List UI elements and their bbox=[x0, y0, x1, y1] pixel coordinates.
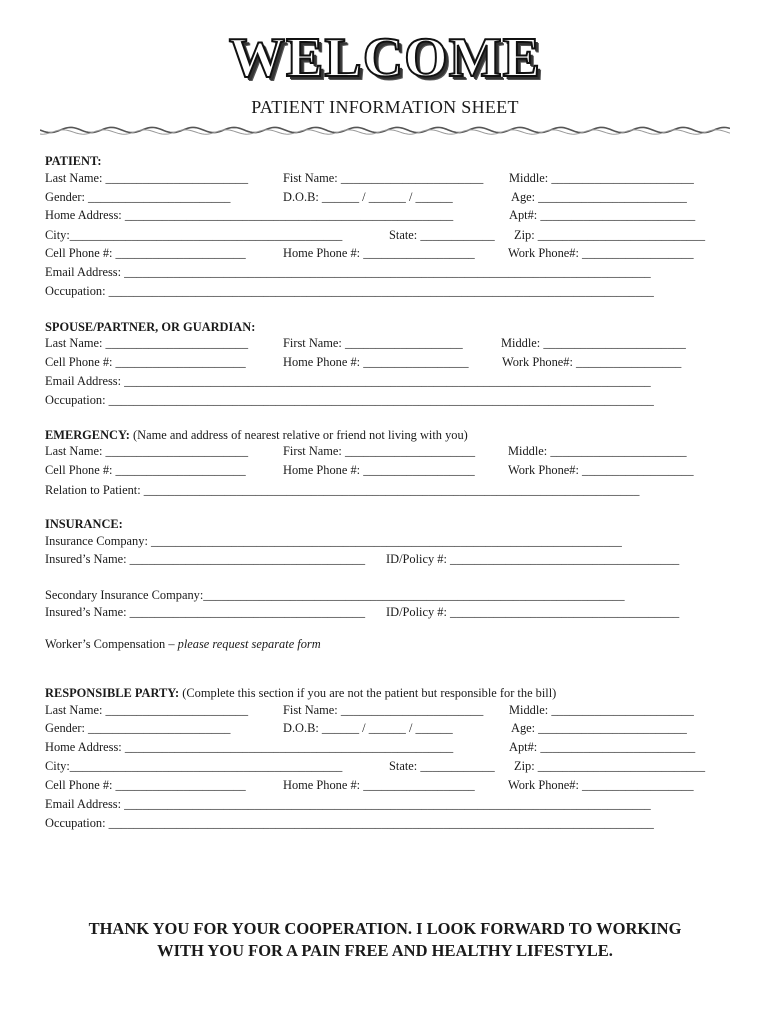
patient-zip-field[interactable]: Zip: ___________________________ bbox=[514, 228, 706, 242]
patient-heading: PATIENT: bbox=[45, 154, 102, 168]
policy-id-field[interactable]: ID/Policy #: _____________________________________ bbox=[386, 552, 680, 566]
responsible-heading-line bbox=[45, 686, 556, 701]
patient-work-phone-field[interactable]: Work Phone#: __________________ bbox=[508, 246, 694, 260]
patient-occupation-field[interactable]: Occupation: ________________________________________________________________________________________ bbox=[45, 284, 654, 298]
responsible-first-name-field[interactable]: Fist Name: _______________________ bbox=[283, 703, 484, 717]
responsible-email-field[interactable]: Email Address: _____________________________________________________________________________________ bbox=[45, 797, 651, 811]
patient-home-phone-field[interactable]: Home Phone #: __________________ bbox=[283, 246, 475, 260]
secondary-insurance-field[interactable]: Secondary Insurance Company:____________________________________________________________________ bbox=[45, 588, 625, 602]
insurance-company-field[interactable]: Insurance Company: ____________________________________________________________________________ bbox=[45, 534, 622, 548]
workers-comp-line bbox=[45, 637, 321, 652]
responsible-occupation-field[interactable]: Occupation: ________________________________________________________________________________________ bbox=[45, 816, 654, 830]
emergency-home-phone-field[interactable]: Home Phone #: __________________ bbox=[283, 463, 475, 477]
spouse-occupation-field[interactable]: Occupation: ________________________________________________________________________________________ bbox=[45, 393, 654, 407]
patient-middle-name-field[interactable]: Middle: _______________________ bbox=[509, 171, 694, 185]
responsible-zip-field[interactable]: Zip: ___________________________ bbox=[514, 759, 706, 773]
patient-gender-field[interactable]: Gender: _______________________ bbox=[45, 190, 231, 204]
emergency-first-name-field[interactable]: First Name: _____________________ bbox=[283, 444, 476, 458]
spouse-email-field[interactable]: Email Address: _____________________________________________________________________________________ bbox=[45, 374, 651, 388]
emergency-heading-line bbox=[45, 428, 468, 443]
patient-age-field[interactable]: Age: ________________________ bbox=[511, 190, 687, 204]
responsible-work-phone-field[interactable]: Work Phone#: __________________ bbox=[508, 778, 694, 792]
responsible-note: (Complete this section if you are not the patient but responsible for the bill) bbox=[179, 686, 557, 700]
patient-last-name-field[interactable]: Last Name: _______________________ bbox=[45, 171, 249, 185]
patient-state-field[interactable]: State: ____________ bbox=[389, 228, 495, 242]
patient-city-field[interactable]: City:____________________________________________ bbox=[45, 228, 343, 242]
emergency-cell-phone-field[interactable]: Cell Phone #: _____________________ bbox=[45, 463, 246, 477]
responsible-apt-field[interactable]: Apt#: _________________________ bbox=[509, 740, 696, 754]
responsible-home-phone-field[interactable]: Home Phone #: __________________ bbox=[283, 778, 475, 792]
responsible-state-field[interactable]: State: ____________ bbox=[389, 759, 495, 773]
emergency-work-phone-field[interactable]: Work Phone#: __________________ bbox=[508, 463, 694, 477]
patient-home-address-field[interactable]: Home Address: _____________________________________________________ bbox=[45, 208, 454, 222]
spouse-last-name-field[interactable]: Last Name: _______________________ bbox=[45, 336, 249, 350]
spouse-middle-name-field[interactable]: Middle: _______________________ bbox=[501, 336, 686, 350]
responsible-home-address-field[interactable]: Home Address: _____________________________________________________ bbox=[45, 740, 454, 754]
responsible-heading: RESPONSIBLE PARTY: bbox=[45, 686, 180, 700]
spouse-heading: SPOUSE/PARTNER, OR GUARDIAN: bbox=[45, 320, 256, 334]
responsible-last-name-field[interactable]: Last Name: _______________________ bbox=[45, 703, 249, 717]
spouse-cell-phone-field[interactable]: Cell Phone #: _____________________ bbox=[45, 355, 246, 369]
patient-first-name-field[interactable]: Fist Name: _______________________ bbox=[283, 171, 484, 185]
closing-line-2: WITH YOU FOR A PAIN FREE AND HEALTHY LIFESTYLE. bbox=[157, 941, 613, 960]
welcome-title: WELCOME bbox=[229, 27, 541, 89]
workers-comp-label: Worker’s Compensation – bbox=[45, 637, 178, 651]
form-subtitle: PATIENT INFORMATION SHEET bbox=[251, 97, 519, 117]
responsible-city-field[interactable]: City:____________________________________________ bbox=[45, 759, 343, 773]
insurance-heading: INSURANCE: bbox=[45, 517, 123, 531]
patient-apt-field[interactable]: Apt#: _________________________ bbox=[509, 208, 696, 222]
spouse-home-phone-field[interactable]: Home Phone #: _________________ bbox=[283, 355, 469, 369]
spouse-work-phone-field[interactable]: Work Phone#: _________________ bbox=[502, 355, 682, 369]
secondary-policy-id-field[interactable]: ID/Policy #: _____________________________________ bbox=[386, 605, 680, 619]
responsible-middle-name-field[interactable]: Middle: _______________________ bbox=[509, 703, 694, 717]
responsible-dob-field[interactable]: D.O.B: ______ / ______ / ______ bbox=[283, 721, 453, 735]
patient-dob-field[interactable]: D.O.B: ______ / ______ / ______ bbox=[283, 190, 453, 204]
emergency-last-name-field[interactable]: Last Name: _______________________ bbox=[45, 444, 249, 458]
emergency-relation-field[interactable]: Relation to Patient: ________________________________________________________________________________ bbox=[45, 483, 640, 497]
responsible-gender-field[interactable]: Gender: _______________________ bbox=[45, 721, 231, 735]
responsible-cell-phone-field[interactable]: Cell Phone #: _____________________ bbox=[45, 778, 246, 792]
wavy-divider bbox=[40, 123, 730, 137]
spouse-first-name-field[interactable]: First Name: ___________________ bbox=[283, 336, 463, 350]
insured-name-field[interactable]: Insured’s Name: ______________________________________ bbox=[45, 552, 366, 566]
emergency-heading: EMERGENCY: bbox=[45, 428, 130, 442]
closing-line-1: THANK YOU FOR YOUR COOPERATION. I LOOK FORWARD TO WORKING bbox=[88, 919, 682, 938]
patient-cell-phone-field[interactable]: Cell Phone #: _____________________ bbox=[45, 246, 246, 260]
emergency-middle-name-field[interactable]: Middle: ______________________ bbox=[508, 444, 687, 458]
secondary-insured-name-field[interactable]: Insured’s Name: ______________________________________ bbox=[45, 605, 366, 619]
emergency-note: (Name and address of nearest relative or friend not living with you) bbox=[129, 428, 468, 442]
patient-email-field[interactable]: Email Address: _____________________________________________________________________________________ bbox=[45, 265, 651, 279]
responsible-age-field[interactable]: Age: ________________________ bbox=[511, 721, 687, 735]
workers-comp-note: please request separate form bbox=[177, 637, 321, 651]
